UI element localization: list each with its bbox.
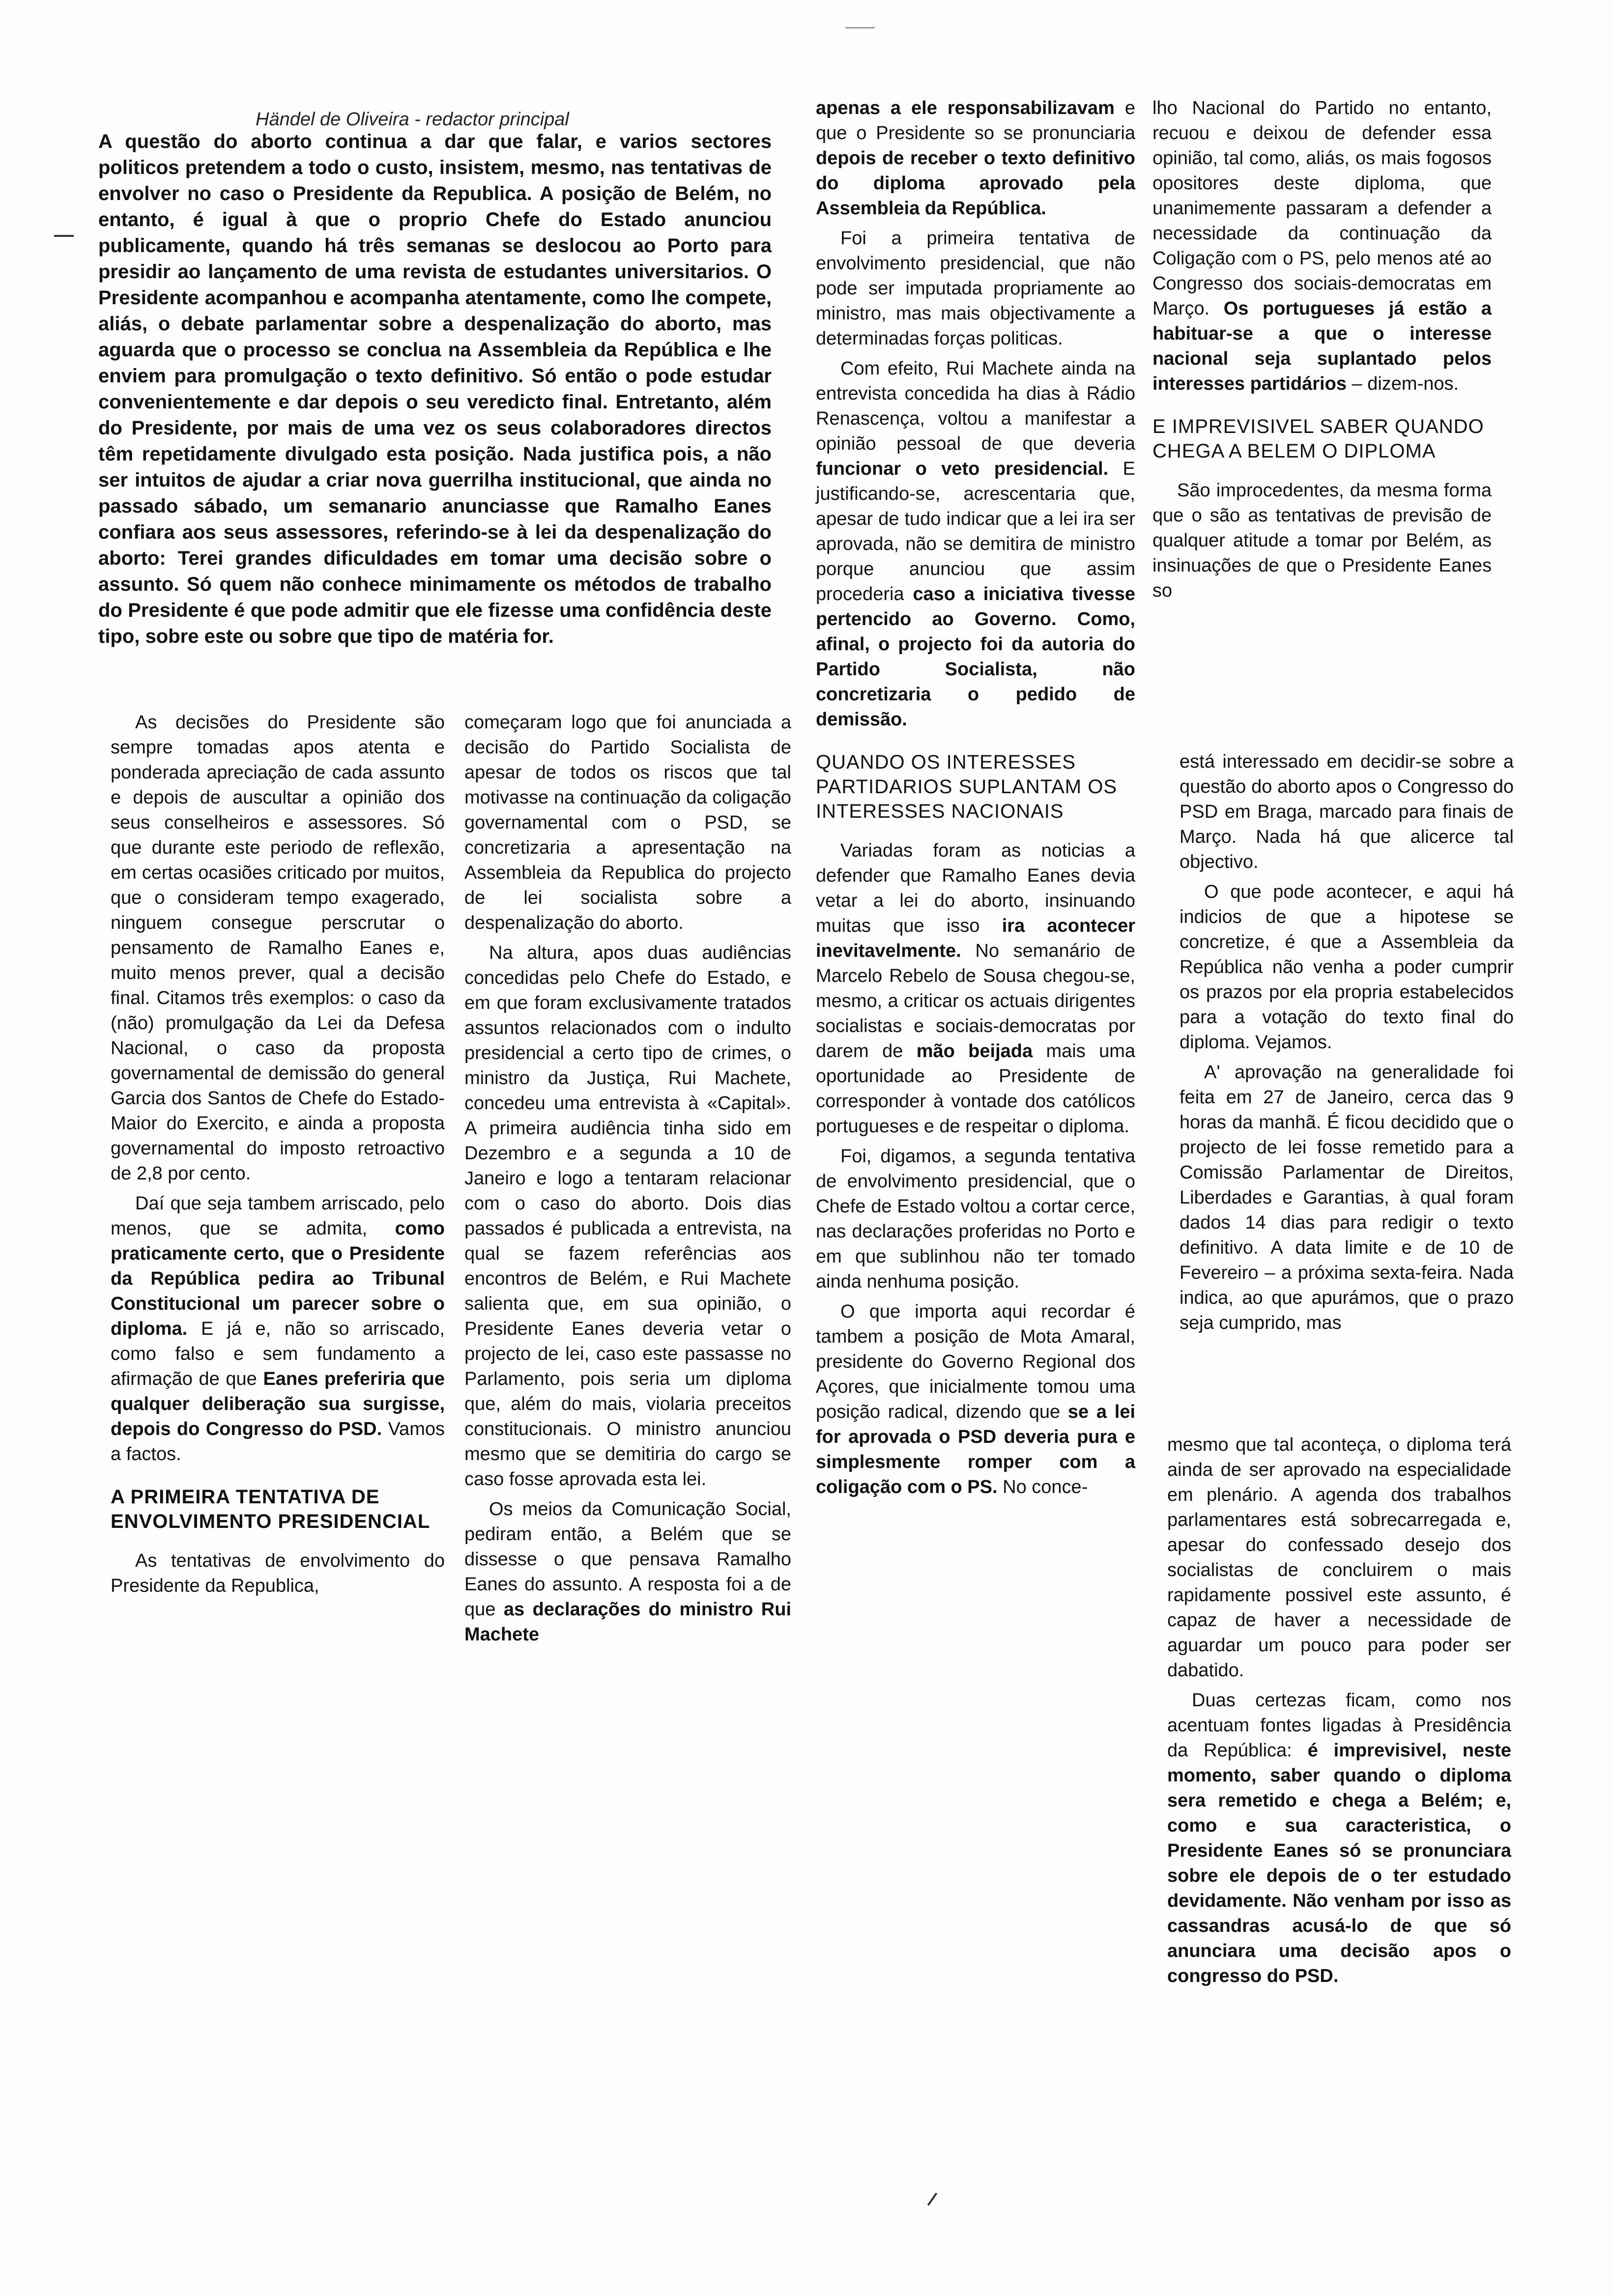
col2-paragraph-3 [464,1497,791,1647]
col4-p0-bold-b: Os portugueses já estão a habituar-se a que o interesse nacional seja suplantado pelos interesses partidários [1152,298,1492,394]
col3-p0-bold-c: depois de receber o texto definitivo do diploma aprovado pela Assembleia da República. [816,148,1135,219]
col3-paragraph-4: Foi, digamos, a segunda tentativa de envolvimento presidencial, que o Chefe de Estado voltou a cortar cerce, nas declarações proferidas no Porto e em que sublinhou não ter tomado ainda nenhuma posição. [816,1146,1135,1292]
col3-p3-bold-d: mão beijada [916,1041,1033,1062]
col3-p5-bold-b: se a lei for aprovada o PSD deveria pura e simplesmente romper com a coligação com o PS. [816,1402,1136,1497]
col3-p2-bold-b: funcionar o veto presidencial. [816,459,1109,479]
col3-p2-text-c: E justificando-se, acrescentaria que, apesar de tudo indicar que a lei ira ser aprovada, não se demitira de ministro porque anunciou que assim procederia [816,459,1135,604]
col4-paragraph-2: está interessado em decidir-se sobre a questão do aborto apos o Congresso do PSD em Braga, marcado para finais de Março. Nada há que alicerce tal objectivo. [1180,751,1514,872]
col4-paragraph-3: O que pode acontecer, e aqui há indicios de que a hipotese se concretize, é que a Assembleia da República não venha a poder cumprir os prazos por ela propria estabelecidos para a votação do texto final do diploma. Vejamos. [1180,882,1514,1053]
col1-paragraph-1: As decisões do Presidente são sempre tomadas apos atenta e ponderada apreciação de cada assunto e depois de auscultar a opinião dos seus conselheiros e assessores. Só que durante este periodo de reflexão, em certas ocasiões criticado por muitos, que o consideram tempo exagerado, ninguem consegue perscrutar o pensamento de Ramalho Eanes e, muito menos prever, qual a decisão final. Citamos três exemplos: o caso da (não) promulgação da Lei da Defesa Nacional, o caso da proposta governamental de demissão do general Garcia dos Santos de Chefe do Estado-Maior do Exercito, e ainda a proposta governamental do imposto retroactivo de 2,8 por cento. [111,712,445,1184]
col4-paragraph-5: mesmo que tal aconteça, o diploma terá ainda de ser aprovado na especialidade em plenário. A agenda dos trabalhos parlamentares está sobrecarregada e, apesar do confessado desejo dos socialistas de concluirem o mais rapidamente possivel este assunto, é capaz de haver a necessidade de aguardar um pouco para poder ser dabatido. [1167,1435,1511,1681]
lead-paragraph: A questão do aborto continua a dar que falar, e varios sectores politicos pretendem a todo o custo, insistem, mesmo, nas tentativas de envolver no caso o Presidente da Republica. A posição de Belém, no entanto, é igual à que o proprio Chefe do Estado anunciou publicamente, quando há três semanas se deslocou ao Porto para presidir ao lançamento de uma revista de estudantes universitarios. O Presidente acompanhou e acompanha atentamente, como lhe compete, aliás, o debate parlamentar sobre a despenalização do aborto, mas aguarda que o processo se conclua na Assembleia da República e lhe enviem para promulgação o texto definitivo. Só então o pode estudar convenientemente e dar depois o seu veredicto final. Entretanto, além do Presidente, por mais de uma vez os seus colaboradores directos têm repetidamente divulgado esta posição. Nada justifica pois, a não ser intuitos de ajudar a criar nova guerrilha institucional, que ainda no passado sábado, um semanario anunciasse que Ramalho Eanes confiara aos seus assessores, referindo-se à lei da despenalização do aborto: Terei grandes dificuldades em tomar uma decisão sobre o assunto. Só quem não conhece minimamente os métodos de trabalho do Presidente é que pode admitir que ele fizesse uma confidência deste tipo, sobre este ou sobre que tipo de matéria for. [98,131,772,647]
col1-p2-bold-b: como praticamente certo, que o Presidente da República pedira ao Tribunal Constitucional um parecer sobre o diploma. [111,1218,445,1339]
col3-p3-text-e: mais uma oportunidade ao Presidente de corresponder à vontade dos católicos portugueses e de respeitar o diploma. [816,1041,1135,1137]
col2-paragraph-2: Na altura, apos duas audiências concedidas pelo Chefe do Estado, e em que foram exclusivamente tratados assuntos relacionados com o indulto presidencial a certo tipo de crimes, o ministro da Justiça, Rui Machete, concedeu uma entrevista à «Capital». A primeira audiência tinha sido em Dezembro e a segunda a 10 de Janeiro e logo a tentaram relacionar com o caso do aborto. Dois dias passados é publicada a entrevista, na qual se fazem referências aos encontros de Belém, e Rui Machete salienta que, em sua opinião, o Presidente Eanes deveria vetar o projecto de lei, caso este passasse no Parlamento, pois seria um diploma que, além do mais, violaria preceitos constitucionais. O ministro anunciou mesmo que se demitiria do cargo se caso fosse aprovada esta lei. [464,943,791,1490]
col3-p3-bold-b: ira acontecer inevitavelmente. [816,916,1136,961]
col3-paragraph-1: Foi a primeira tentativa de envolvimento presidencial, que não pode ser imputada propriamente ao ministro, mas mais objectivamente a determinadas forças politicas. [816,228,1135,349]
col1-paragraph-3: As tentativas de envolvimento do Presidente da Republica, [111,1550,445,1596]
scan-dash-mark [54,235,74,237]
col3-p5-text-a: O que importa aqui recordar é tambem a posição de Mota Amaral, presidente do Governo Regional dos Açores, que inicialmente tomou uma posição radical, dizendo que [816,1301,1135,1422]
col4-paragraph-4: A' aprovação na generalidade foi feita em 27 de Janeiro, cerca das 9 horas da manhã. É ficou decidido que o projecto de lei fosse remetido para a Comissão Parlamentar de Direitos, Liberdades e Garantias, à qual foram dados 14 dias para redigir o texto definitivo. A data limite e de 10 de Fevereiro – a próxima sexta-feira. Nada indica, ao que apurámos, que o prazo seja cumprido, mas [1180,1062,1514,1333]
col1-paragraph-2 [111,1191,445,1467]
scan-tick-mark [927,2193,937,2206]
col2-paragraph-1: começaram logo que foi anunciada a decisão do Partido Socialista de apesar de todos os riscos que tal motivasse na continuação da coligação governamental com o PSD, se concretizaria a apresentação na Assembleia da Republica do projecto de lei socialista sobre a despenalização do aborto. [464,712,791,933]
col3-p2-bold-d: caso a iniciativa tivesse pertencido ao Governo. Como, afinal, o projecto foi da autoria do Partido Socialista, não concretizaria o pedido de demissão. [816,584,1135,730]
section-heading-2: QUANDO OS INTERESSES PARTIDARIOS SUPLANTAM OS INTERESSES NACIONAIS [816,751,1118,822]
column-4-continued [1180,749,1514,1341]
section-heading-3: E IMPREVISIVEL SABER QUANDO CHEGA A BELEM O DIPLOMA [1152,416,1484,462]
scan-dot-mark [845,27,875,29]
col3-paragraph-2 [816,356,1135,732]
col1-p2-text-c: E já e, não so arriscado, como falso e sem fundamento a afirmação de que [111,1319,445,1389]
col4-p6-bold-b: é imprevisivel, neste momento, saber quando o diploma sera remetido e chega a Belém; e, como e sua caracteristica, o Presidente Eanes só se pronunciara sobre ele depois de o ter estudado devidamente. Não venham por isso as cassandras acusá-lo de que só anunciara uma decisão apos o congresso do PSD. [1167,1740,1512,1986]
col1-p2-bold-d: Eanes preferiria que qualquer deliberação sua surgisse, depois do Congresso do PSD. [111,1369,445,1439]
col4-p0-text-a: lho Nacional do Partido no entanto, recuou e deixou de defender essa opinião, tal como, aliás, os mais fogosos opositores deste diploma, que unanimemente passaram a defender a necessidade da continuação da Coligação com o PS, pelo menos até ao Congresso dos sociais-democratas em Março. [1152,98,1492,319]
col2-p3-bold-b: as declarações do ministro Rui Machete [464,1599,791,1645]
col1-p2-text-e: Vamos a factos. [111,1419,445,1464]
col4-paragraph-0 [1152,96,1492,397]
col3-p0-bold-a: apenas a ele responsabilizavam [816,98,1115,118]
byline: Händel de Oliveira - redactor principal [256,109,569,130]
col3-p0-text-b: e que o Presidente so se pronunciaria [816,98,1135,144]
col3-p3-text-a: Variadas foram as noticias a defender que Ramalho Eanes devia vetar a lei do aborto, insinuando muitas que isso [816,840,1135,936]
section-heading-1: A PRIMEIRA TENTATIVA DE ENVOLVIMENTO PRESIDENCIAL [111,1486,431,1532]
col3-paragraph-5 [816,1299,1135,1500]
col3-p3-text-c: No semanário de Marcelo Rebelo de Sousa chegou-se, mesmo, a criticar os actuais dirigentes socialistas e sociais-democratas por darem de [816,941,1135,1062]
column-1 [111,710,445,1604]
col1-p2-text-a: Daí que seja tambem arriscado, pelo menos, que se admita, [111,1193,445,1239]
col2-p3-text-a: Os meios da Comunicação Social, pediram então, a Belém que se dissesse o que pensava Ramalho Eanes do assunto. A resposta foi a de que [464,1499,791,1620]
col3-paragraph-3 [816,838,1135,1139]
col4-p6-text-a: Duas certezas ficam, como nos acentuam fontes ligadas à Presidência da República: [1167,1690,1511,1761]
column-2 [464,710,791,1652]
column-3 [816,96,1135,1505]
column-4-lower [1167,1433,1511,1994]
col3-p2-text-a: Com efeito, Rui Machete ainda na entrevista concedida ha dias à Rádio Renascença, voltou a manifestar a opinião pessoal de que deveria [816,358,1135,454]
col4-paragraph-6 [1167,1688,1511,1989]
col3-p5-text-c: No conce- [997,1477,1088,1497]
column-4 [1152,96,1492,608]
col4-paragraph-1: São improcedentes, da mesma forma que o são as tentativas de previsão de qualquer atitude a tomar por Belém, as insinuações de que o Presidente Eanes so [1152,480,1492,601]
col3-paragraph-0 [816,96,1135,221]
col4-p0-text-c: – dizem-nos. [1346,373,1459,394]
